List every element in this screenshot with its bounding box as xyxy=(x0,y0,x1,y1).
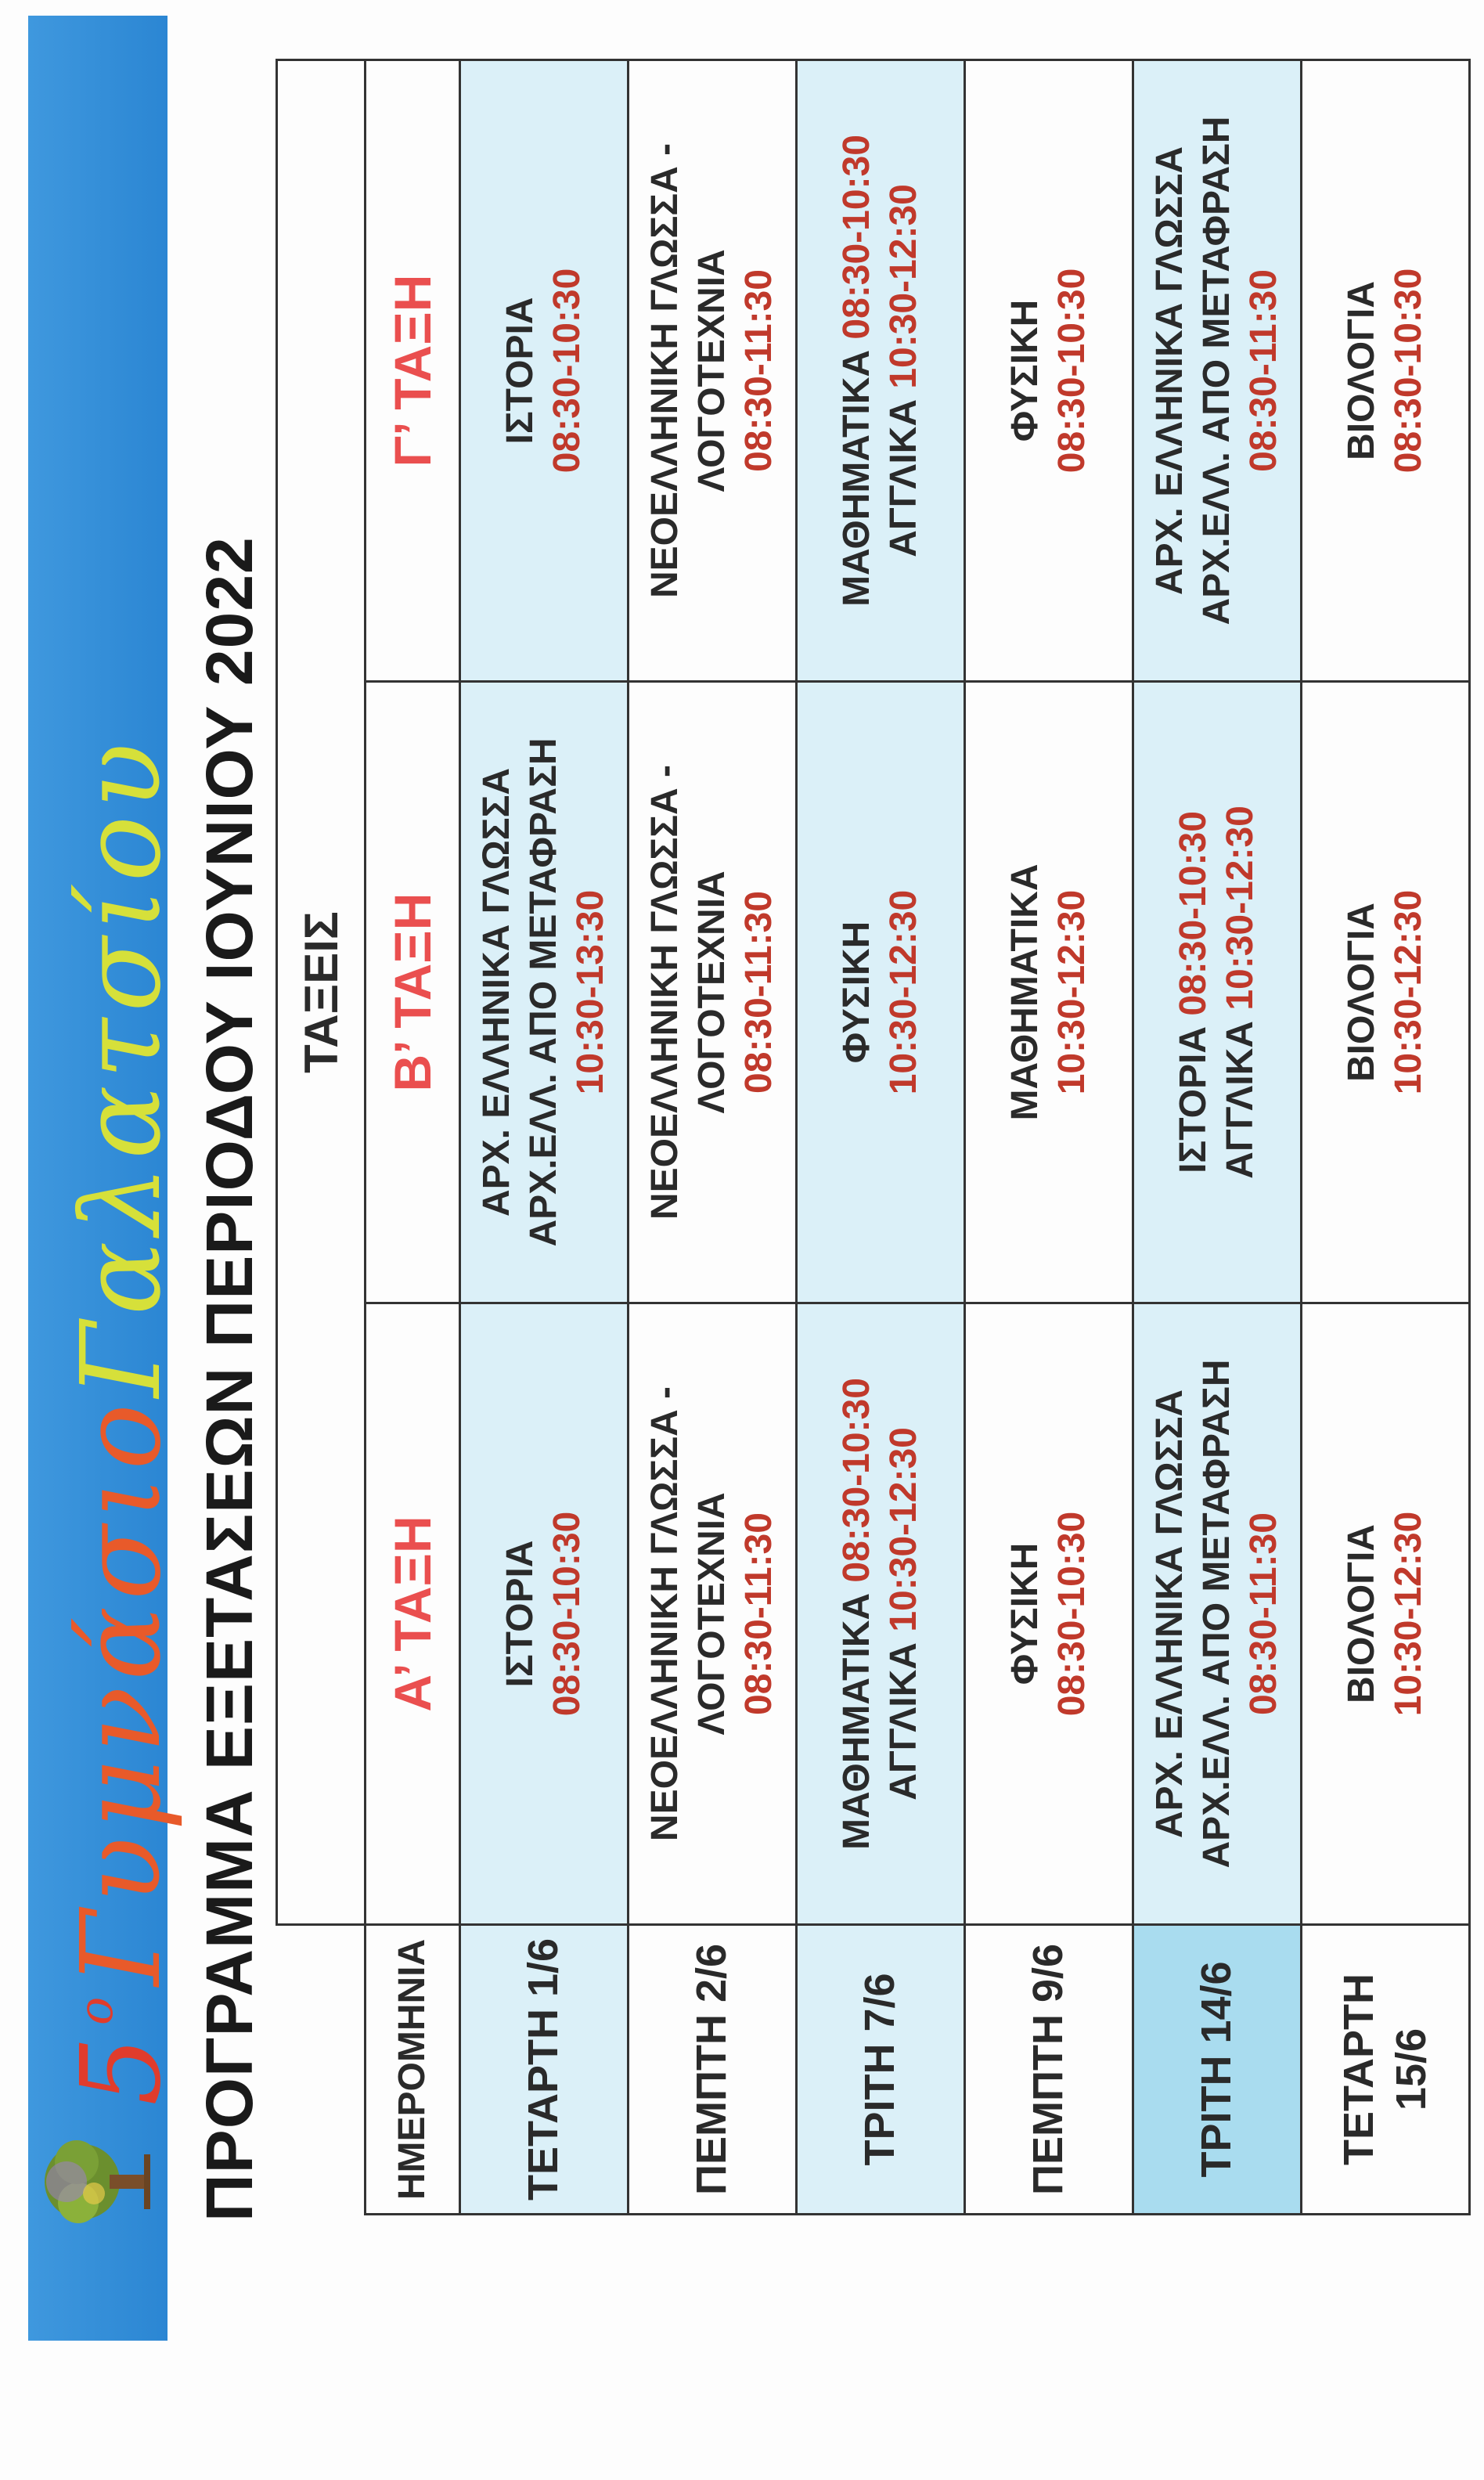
exam-cell-a xyxy=(629,1303,797,1925)
table-row xyxy=(965,59,1133,2214)
subject: ΛΟΓΟΤΕΧΝΙΑ xyxy=(691,871,733,1114)
time-range: 10:30-12:30 xyxy=(883,1427,924,1632)
subject: ΑΡΧ.ΕΛΛ. ΑΠΟ ΜΕΤΑΦΡΑΣΗ xyxy=(1196,1359,1237,1869)
subject: ΝΕΟΕΛΛΗΝΙΚΗ ΓΛΩΣΣΑ - xyxy=(644,142,686,599)
page-title: ΠΡΟΓΡΑΜΜΑ ΕΞΕΤΑΣΕΩΝ ΠΕΡΙΟΔΟΥ ΙΟΥΝΙΟΥ 2022 xyxy=(193,536,266,2222)
time-range: 10:30-12:30 xyxy=(1388,1511,1429,1717)
table-row xyxy=(1133,59,1302,2214)
exam-cell-a xyxy=(460,1303,629,1925)
exam-cell-b xyxy=(629,682,797,1303)
exam-cell-a xyxy=(1302,1303,1470,1925)
subject: ΒΙΟΛΟΓΙΑ xyxy=(1341,1524,1382,1703)
time-range: 08:30-11:30 xyxy=(738,1512,780,1715)
subject: ΑΓΓΛΙΚΑ xyxy=(883,399,924,557)
time-range: 10:30-12:30 xyxy=(883,184,924,389)
class-c-header: Γ’ ΤΑΞΗ xyxy=(366,59,460,681)
date-cell: ΤΕΤΑΡΤΗ 1/6 xyxy=(460,1925,629,2215)
exam-cell-a xyxy=(965,1303,1133,1925)
exam-cell-b xyxy=(1302,682,1470,1303)
date-cell: ΠΕΜΠΤΗ 2/6 xyxy=(629,1925,797,2215)
date-cell: ΤΡΙΤΗ 14/6 xyxy=(1133,1925,1302,2215)
subject: ΒΙΟΛΟΓΙΑ xyxy=(1341,281,1382,460)
exam-cell-c xyxy=(1302,59,1470,681)
exam-cell-a xyxy=(1133,1303,1302,1925)
time-range: 08:30-10:30 xyxy=(836,1378,877,1583)
exam-cell-c xyxy=(965,59,1133,681)
subject: ΒΙΟΛΟΓΙΑ xyxy=(1341,903,1382,1082)
time-range: 10:30-12:30 xyxy=(883,889,924,1095)
time-range: 08:30-10:30 xyxy=(836,135,877,340)
exam-schedule-table xyxy=(276,59,1471,2215)
subject: ΙΣΤΟΡΙΑ xyxy=(499,1540,541,1688)
time-range: 08:30-11:30 xyxy=(1243,269,1284,472)
date-cell: ΤΡΙΤΗ 7/6 xyxy=(797,1925,965,2215)
date-cell: ΤΕΤΑΡΤΗ 15/6 xyxy=(1302,1925,1470,2215)
subject: ΜΑΘΗΜΑΤΙΚΑ xyxy=(836,349,877,607)
time-range: 10:30-12:30 xyxy=(1388,889,1429,1095)
exam-cell-c xyxy=(460,59,629,681)
school-banner xyxy=(28,16,186,2341)
date-column-header: ΗΜΕΡΟΜΗΝΙΑ xyxy=(366,1925,460,2215)
subject: ΑΡΧ. ΕΛΛΗΝΙΚΑ ΓΛΩΣΣΑ xyxy=(476,767,517,1217)
time-range: 08:30-11:30 xyxy=(738,269,780,472)
table-row xyxy=(1302,59,1470,2214)
tree-logo-icon xyxy=(39,2123,157,2240)
subject: ΛΟΓΟΤΕΧΝΙΑ xyxy=(691,249,733,492)
subject: ΑΡΧ. ΕΛΛΗΝΙΚΑ ΓΛΩΣΣΑ xyxy=(1149,146,1190,596)
logo-word-galatsiou: Γαλατσίου xyxy=(58,736,186,1398)
logo-number: 5 xyxy=(58,2029,186,2106)
table-row xyxy=(629,59,797,2214)
class-a-header: Α’ ΤΑΞΗ xyxy=(366,1303,460,1925)
class-b-header: Β’ ΤΑΞΗ xyxy=(366,682,460,1303)
exam-cell-b xyxy=(965,682,1133,1303)
corner-cell xyxy=(277,1925,366,2215)
subject: ΝΕΟΕΛΛΗΝΙΚΗ ΓΛΩΣΣΑ - xyxy=(644,1386,686,1842)
classes-label: ΤΑΞΕΙΣ xyxy=(277,59,366,1924)
subject: ΑΡΧ.ΕΛΛ. ΑΠΟ ΜΕΤΑΦΡΑΣΗ xyxy=(523,737,564,1247)
exam-cell-c xyxy=(629,59,797,681)
date-cell: ΠΕΜΠΤΗ 9/6 xyxy=(965,1925,1133,2215)
subject: ΑΡΧ. ΕΛΛΗΝΙΚΑ ΓΛΩΣΣΑ xyxy=(1149,1389,1190,1839)
school-logo-text xyxy=(27,736,186,2106)
time-range: 10:30-12:30 xyxy=(1051,889,1093,1095)
subject: ΑΓΓΛΙΚΑ xyxy=(1219,1021,1261,1179)
time-range: 08:30-10:30 xyxy=(1051,1511,1093,1717)
logo-word-gymnasio: Γυμνάσιο xyxy=(58,1397,186,1986)
exam-cell-c xyxy=(797,59,965,681)
table-row xyxy=(460,59,629,2214)
subject: ΜΑΘΗΜΑΤΙΚΑ xyxy=(1004,863,1046,1121)
exam-cell-a xyxy=(797,1303,965,1925)
table-row xyxy=(797,59,965,2214)
subject: ΝΕΟΕΛΛΗΝΙΚΗ ΓΛΩΣΣΑ - xyxy=(644,764,686,1220)
subject: ΦΥΣΙΚΗ xyxy=(1004,1542,1046,1685)
time-range: 08:30-10:30 xyxy=(546,1511,588,1717)
time-range: 08:30-11:30 xyxy=(1243,1512,1284,1715)
time-range: 10:30-12:30 xyxy=(1219,806,1261,1011)
subject: ΑΡΧ.ΕΛΛ. ΑΠΟ ΜΕΤΑΦΡΑΣΗ xyxy=(1196,116,1237,625)
exam-cell-b xyxy=(797,682,965,1303)
exam-cell-c xyxy=(1133,59,1302,681)
time-range: 08:30-10:30 xyxy=(1051,268,1093,474)
subject: ΙΣΤΟΡΙΑ xyxy=(1172,1026,1214,1173)
exam-cell-b xyxy=(460,682,629,1303)
time-range: 08:30-10:30 xyxy=(1172,811,1214,1016)
subject: ΙΣΤΟΡΙΑ xyxy=(499,297,541,445)
subject: ΛΟΓΟΤΕΧΝΙΑ xyxy=(691,1492,733,1736)
time-range: 08:30-10:30 xyxy=(1388,268,1429,474)
time-range: 08:30-10:30 xyxy=(546,268,588,474)
logo-degree: ο xyxy=(69,1990,124,2025)
exam-cell-b xyxy=(1133,682,1302,1303)
subject: ΜΑΘΗΜΑΤΙΚΑ xyxy=(836,1592,877,1850)
subject: ΦΥΣΙΚΗ xyxy=(836,921,877,1064)
subject: ΦΥΣΙΚΗ xyxy=(1004,299,1046,442)
time-range: 08:30-11:30 xyxy=(738,891,780,1094)
time-range: 10:30-13:30 xyxy=(570,889,611,1095)
subject: ΑΓΓΛΙΚΑ xyxy=(883,1642,924,1801)
